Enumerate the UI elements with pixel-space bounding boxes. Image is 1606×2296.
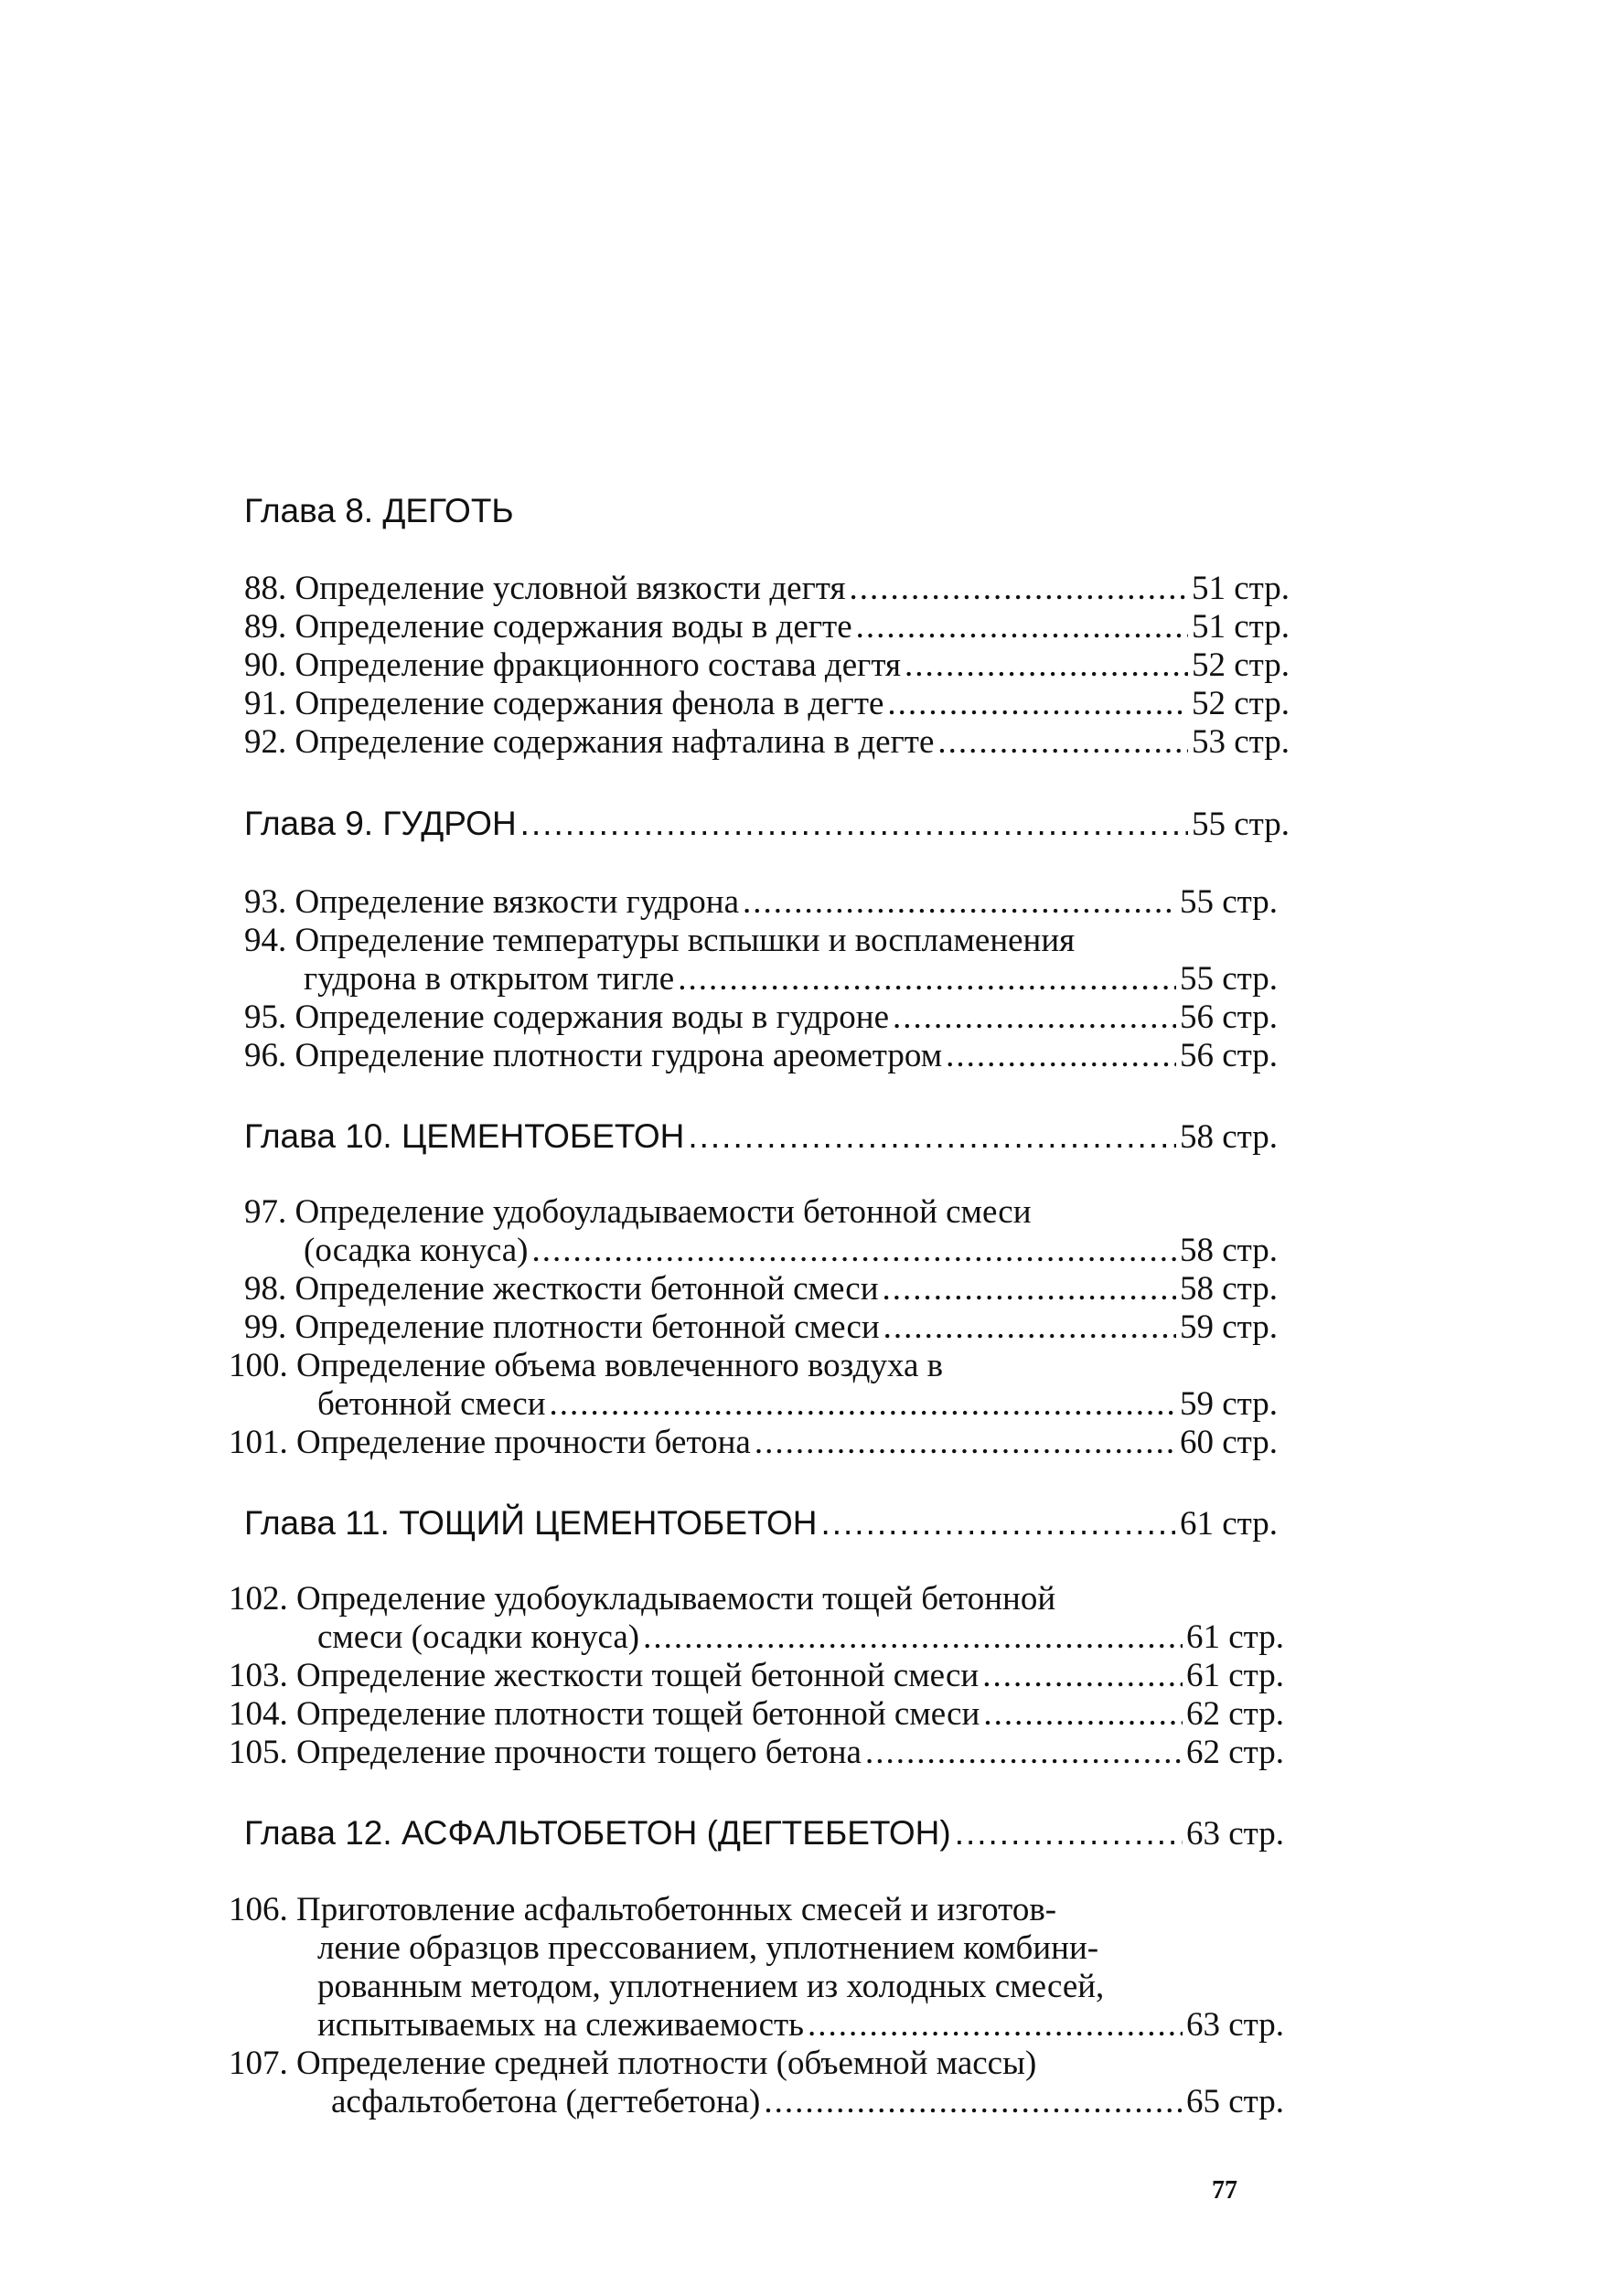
dot-leader [688,1117,1176,1156]
entry-page: 65 стр. [1185,2083,1284,2120]
toc-entry-95[interactable] [244,998,1278,1037]
dot-leader [764,2083,1183,2121]
dot-leader [531,1232,1175,1270]
entry-page: 55 стр. [1179,883,1278,921]
entry-page: 62 стр. [1185,1734,1284,1771]
entry-number: 95. [244,998,287,1036]
entry-title: Определение прочности бетона [296,1424,751,1461]
toc-entry-106-continuation-1: ление образцов прессованием, уплотнением комбини- [317,1929,1099,1967]
entry-title-continuation: бетонной смеси [317,1385,546,1423]
chapter-title: Глава 9. ГУДРОН [244,805,517,842]
dot-leader [905,646,1188,685]
entry-page: 62 стр. [1185,1695,1284,1733]
entry-page: 61 стр. [1185,1657,1284,1694]
toc-entry-106-continuation-2: рованным методом, уплотнением из холодных смесей, [317,1968,1105,2005]
toc-entry-88[interactable] [244,570,1290,608]
entry-title: Определение содержания фенола в дегте [294,685,884,722]
entry-number: 98. [244,1270,287,1308]
toc-entry-104[interactable] [229,1695,1284,1734]
toc-entry-101[interactable] [229,1424,1278,1462]
toc-entry-92[interactable] [244,723,1290,762]
entry-title-continuation: смеси (осадки конуса) [317,1618,640,1656]
entry-number: 96. [244,1037,287,1074]
toc-entry-93[interactable] [244,883,1278,922]
dot-leader [893,998,1176,1037]
dot-leader [955,1814,1183,1853]
entry-number: 107. [229,2045,288,2082]
entry-page: 56 стр. [1179,1037,1278,1074]
dot-leader [883,1270,1176,1308]
chapter-8-heading: Глава 8. ДЕГОТЬ [244,492,514,529]
dot-leader [982,1657,1183,1695]
dot-leader [643,1618,1183,1657]
chapter-page: 63 стр. [1185,1815,1284,1853]
entry-number: 94. [244,922,287,959]
entry-title: Определение плотности бетонной смеси [294,1308,880,1346]
chapter-11-heading[interactable] [244,1504,1278,1543]
toc-entry-100[interactable] [229,1347,943,1385]
entry-title: Определение содержания воды в гудроне [294,998,890,1036]
entry-page: 51 стр. [1191,570,1290,607]
toc-entry-97[interactable] [244,1193,1032,1232]
dot-leader [856,608,1188,646]
entry-page: 59 стр. [1179,1308,1278,1346]
chapter-12-heading[interactable] [244,1814,1284,1853]
entry-title: Определение вязкости гудрона [294,883,740,921]
entry-number: 102. [229,1580,288,1618]
entry-number: 97. [244,1193,287,1231]
entry-title-continuation: (осадка конуса) [304,1232,529,1269]
entry-number: 99. [244,1308,287,1346]
entry-number: 100. [229,1347,288,1384]
toc-entry-99[interactable] [244,1308,1278,1347]
toc-entry-90[interactable] [244,646,1290,685]
toc-entry-91[interactable] [244,685,1290,723]
entry-title-continuation: гудрона в открытом тигле [304,960,675,998]
entry-page: 58 стр. [1179,1270,1278,1308]
entry-page: 61 стр. [1185,1618,1284,1656]
toc-entry-94[interactable] [244,922,1075,960]
entry-page: 55 стр. [1179,960,1278,998]
toc-entry-106[interactable] [229,1891,1056,1929]
dot-leader [865,1734,1183,1772]
entry-page: 52 стр. [1191,646,1290,684]
entry-number: 101. [229,1424,288,1461]
dot-leader [883,1308,1176,1347]
entry-title: Определение температуры вспышки и воспламенения [294,922,1076,959]
dot-leader [887,685,1188,723]
toc-entry-89[interactable] [244,608,1290,646]
toc-entry-102-continuation[interactable] [317,1618,1284,1657]
dot-leader [678,960,1176,998]
entry-number: 106. [229,1891,288,1928]
entry-title: Определение прочности тощего бетона [296,1734,862,1771]
entry-number: 90. [244,646,287,684]
entry-number: 103. [229,1657,288,1694]
toc-entry-94-continuation[interactable] [304,960,1278,998]
chapter-9-heading[interactable] [244,805,1290,844]
entry-page: 51 стр. [1191,608,1290,646]
dot-leader [849,570,1187,608]
toc-entry-98[interactable] [244,1270,1278,1308]
toc-entry-103[interactable] [229,1657,1284,1695]
entry-title-continuation: испытываемых на слеживаемость [317,2006,805,2044]
toc-entry-100-continuation[interactable] [317,1385,1278,1424]
chapter-page: 58 стр. [1179,1118,1278,1156]
entry-number: 89. [244,608,287,646]
entry-title: Определение жесткости бетонной смеси [294,1270,879,1308]
toc-entry-105[interactable] [229,1734,1284,1772]
entry-page: 56 стр. [1179,998,1278,1036]
dot-leader [808,2006,1183,2045]
dot-leader [937,723,1188,762]
chapter-page: 61 стр. [1179,1505,1278,1543]
page-number: 77 [1212,2176,1237,2205]
dot-leader [550,1385,1176,1424]
dot-leader [755,1424,1176,1462]
toc-entry-102[interactable] [229,1580,1055,1618]
entry-title: Определение жесткости тощей бетонной смеси [296,1657,980,1694]
toc-entry-97-continuation[interactable] [304,1232,1278,1270]
entry-title: Определение условной вязкости дегтя [294,570,846,607]
entry-number: 105. [229,1734,288,1771]
entry-page: 53 стр. [1191,723,1290,761]
entry-page: 52 стр. [1191,685,1290,722]
chapter-title: Глава 10. ЦЕМЕНТОБЕТОН [244,1117,685,1155]
entry-number: 104. [229,1695,288,1733]
dot-leader [820,1504,1176,1543]
dot-leader [520,805,1188,843]
entry-page: 58 стр. [1179,1232,1278,1269]
entry-title: Определение содержания нафталина в дегте [294,723,935,761]
toc-entry-106-continuation-3[interactable] [317,2006,1284,2045]
dot-leader [946,1037,1176,1075]
chapter-10-heading[interactable] [244,1117,1278,1157]
entry-title: Определение объема вовлеченного воздуха в [296,1347,944,1384]
entry-title: Определение фракционного состава дегтя [294,646,902,684]
entry-title: Определение содержания воды в дегте [294,608,852,646]
entry-page: 59 стр. [1179,1385,1278,1423]
dot-leader [743,883,1176,922]
chapter-title: Глава 12. АСФАЛЬТОБЕТОН (ДЕГТЕБЕТОН) [244,1814,951,1852]
entry-title-continuation: асфальтобетона (дегтебетона) [331,2083,761,2120]
entry-title: Определение удобоукладываемости тощей бетонной [296,1580,1056,1618]
entry-number: 91. [244,685,287,722]
entry-number: 92. [244,723,287,761]
entry-page: 60 стр. [1179,1424,1278,1461]
entry-title: Определение плотности тощей бетонной смеси [296,1695,980,1733]
entry-page: 63 стр. [1185,2006,1284,2044]
chapter-page: 55 стр. [1191,806,1290,843]
toc-entry-107-continuation[interactable] [331,2083,1284,2121]
entry-number: 88. [244,570,287,607]
toc-entry-96[interactable] [244,1037,1278,1075]
entry-title: Определение удобоуладываемости бетонной смеси [294,1193,1032,1231]
toc-entry-107[interactable] [229,2045,1036,2083]
entry-title: Определение плотности гудрона ареометром [294,1037,943,1074]
chapter-title: Глава 11. ТОЩИЙ ЦЕМЕНТОБЕТОН [244,1504,818,1542]
entry-title: Определение средней плотности (объемной массы) [296,2045,1037,2082]
dot-leader [983,1695,1183,1734]
entry-number: 93. [244,883,287,921]
entry-title: Приготовление асфальтобетонных смесей и изготов- [296,1891,1057,1928]
